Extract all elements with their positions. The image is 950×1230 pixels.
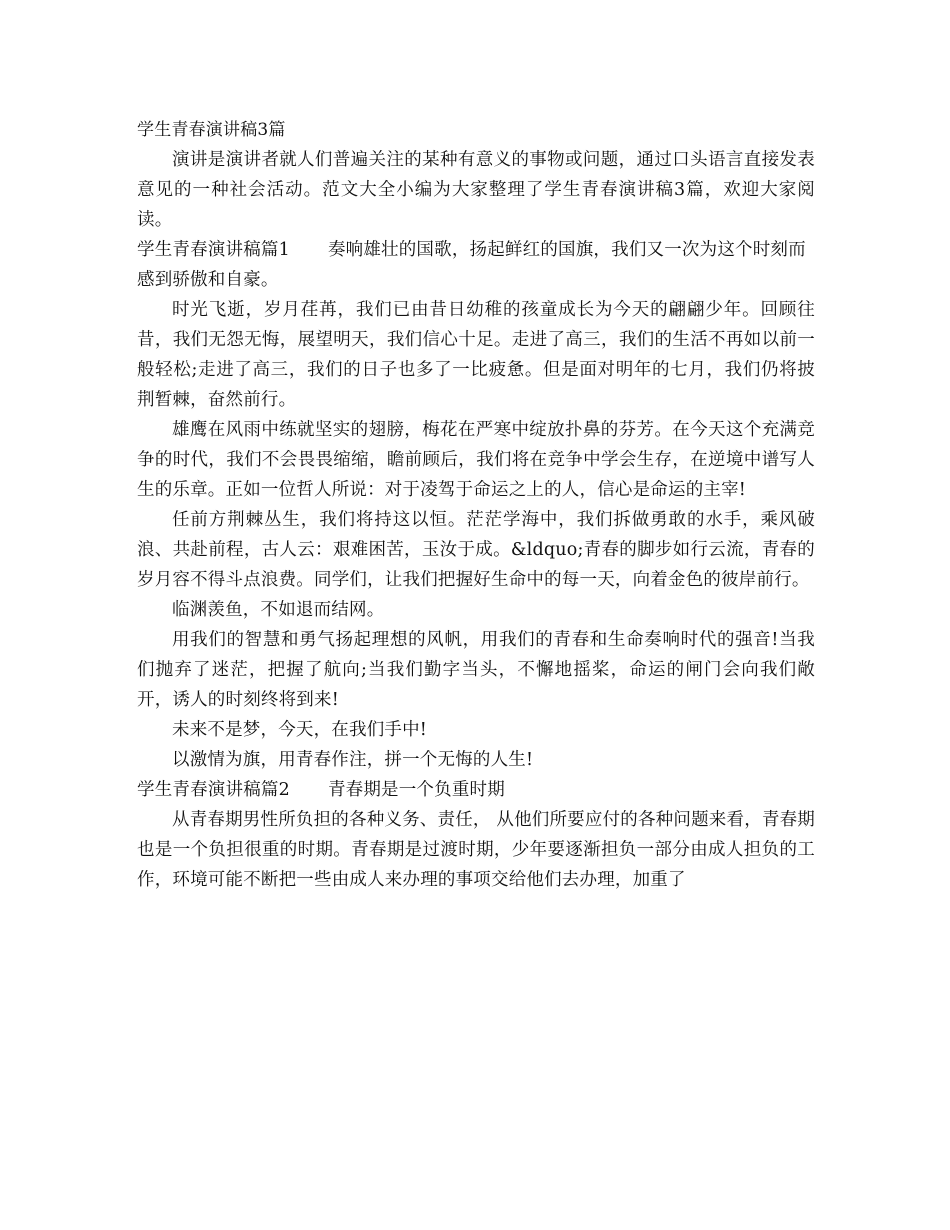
document-body	[137, 115, 815, 895]
section-1-heading-row	[137, 235, 815, 295]
section-2-paragraph: 从青春期男性所负担的各种义务、责任， 从他们所要应付的各种问题来看，青春期也是一个负担很重的时期。青春期是过渡时期，少年要逐渐担负一部分由成人担负的工作，环境可能不断把一些由成人来办理的事项交给他们去办理，加重了	[137, 810, 815, 890]
section-1-paragraph: 以激情为旗，用青春作注，拼一个无悔的人生!	[172, 750, 534, 770]
section-1-lead: 奏响雄壮的国歌，扬起鲜红的国旗，我们又一次为这个时刻而感到骄傲和自豪。	[137, 240, 806, 290]
section-2-heading: 学生青春演讲稿篇2	[137, 780, 290, 800]
section-1-paragraph: 临渊羡鱼，不如退而结网。	[172, 600, 385, 620]
section-1-paragraph: 任前方荆棘丛生，我们将持这以恒。茫茫学海中，我们拆做勇敢的水手，乘风破浪、共赴前程，古人云：艰难困苦，玉汝于成。&ldquo;青春的脚步如行云流，青春的岁月容不得斗点浪费。同学们，让我们把握好生命中的每一天，向着金色的彼岸前行。	[137, 510, 815, 590]
section-1-paragraph: 用我们的智慧和勇气扬起理想的风帆，用我们的青春和生命奏响时代的强音!当我们抛弃了迷茫，把握了航向;当我们勤字当头，不懈地摇桨，命运的闸门会向我们敞开，诱人的时刻终将到来!	[137, 630, 815, 710]
section-1-heading: 学生青春演讲稿篇1	[137, 240, 290, 260]
section-2-heading-row	[137, 775, 815, 805]
section-2-lead: 青春期是一个负重时期	[327, 780, 505, 800]
section-1-paragraph: 雄鹰在风雨中练就坚实的翅膀，梅花在严寒中绽放扑鼻的芬芳。在今天这个充满竞争的时代，我们不会畏畏缩缩，瞻前顾后，我们将在竞争中学会生存，在逆境中谱写人生的乐章。正如一位哲人所说：对于凌驾于命运之上的人，信心是命运的主宰!	[137, 420, 815, 500]
section-1-paragraph: 未来不是梦，今天，在我们手中!	[172, 720, 428, 740]
document-title: 学生青春演讲稿3篇	[137, 120, 286, 140]
intro-paragraph: 演讲是演讲者就人们普遍关注的某种有意义的事物或问题，通过口头语言直接发表意见的一种社会活动。范文大全小编为大家整理了学生青春演讲稿3篇，欢迎大家阅读。	[137, 150, 815, 230]
section-1-paragraph: 时光飞逝，岁月荏苒，我们已由昔日幼稚的孩童成长为今天的翩翩少年。回顾往昔，我们无怨无悔，展望明天，我们信心十足。走进了高三，我们的生活不再如以前一般轻松;走进了高三，我们的日子也多了一比疲惫。但是面对明年的七月，我们仍将披荆暂棘，奋然前行。	[137, 300, 815, 410]
